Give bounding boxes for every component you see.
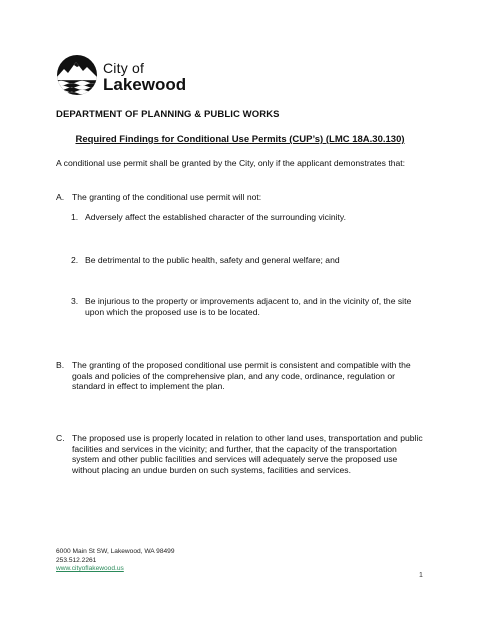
section-a-marker: A. bbox=[56, 192, 65, 202]
section-c-marker: C. bbox=[56, 433, 65, 443]
lakewood-emblem-icon bbox=[56, 54, 98, 96]
logo-lakewood: Lakewood bbox=[103, 75, 187, 94]
section-b-text: The granting of the proposed conditional use permit is consistent and compatible with the goals and policies of the comprehensive plan, and any code, ordinance, regulation or standard in effect to implement the plan. bbox=[72, 360, 411, 392]
item-2-marker: 2. bbox=[71, 255, 79, 265]
item-3-text: Be injurious to the property or improvements adjacent to, and in the vicinity of, the site upon which the proposed use is to be located. bbox=[85, 296, 412, 317]
footer-website-link[interactable]: www.cityoflakewood.us bbox=[56, 565, 124, 572]
footer-address: 6000 Main St SW, Lakewood, WA 98499 bbox=[56, 548, 175, 555]
logo-city-of: City of bbox=[103, 60, 145, 76]
intro-paragraph: A conditional use permit shall be granted by the City, only if the applicant demonstrates that: bbox=[56, 158, 406, 168]
city-logo bbox=[56, 54, 196, 98]
item-1-text: Adversely affect the established character of the surrounding vicinity. bbox=[85, 212, 346, 222]
item-1-marker: 1. bbox=[71, 212, 79, 222]
item-3-marker: 3. bbox=[71, 296, 79, 306]
page-number: 1 bbox=[419, 572, 423, 579]
footer bbox=[56, 548, 175, 574]
section-a-text: The granting of the conditional use permit will not: bbox=[72, 192, 262, 202]
section-c-text: The proposed use is properly located in relation to other land uses, transportation and public facilities and services in the vicinity; and further, that the capacity of the transportation system and other public facilities and services will adequately serve the proposed use without placing an undue burden on such systems, facilities and services. bbox=[72, 433, 423, 475]
item-2-text: Be detrimental to the public health, safety and general welfare; and bbox=[85, 255, 340, 265]
department-heading: DEPARTMENT OF PLANNING & PUBLIC WORKS bbox=[56, 109, 280, 120]
footer-phone: 253.512.2261 bbox=[56, 556, 97, 564]
section-b-marker: B. bbox=[56, 360, 65, 370]
document-title: Required Findings for Conditional Use Permits (CUP’s) (LMC 18A.30.130) bbox=[75, 134, 405, 145]
